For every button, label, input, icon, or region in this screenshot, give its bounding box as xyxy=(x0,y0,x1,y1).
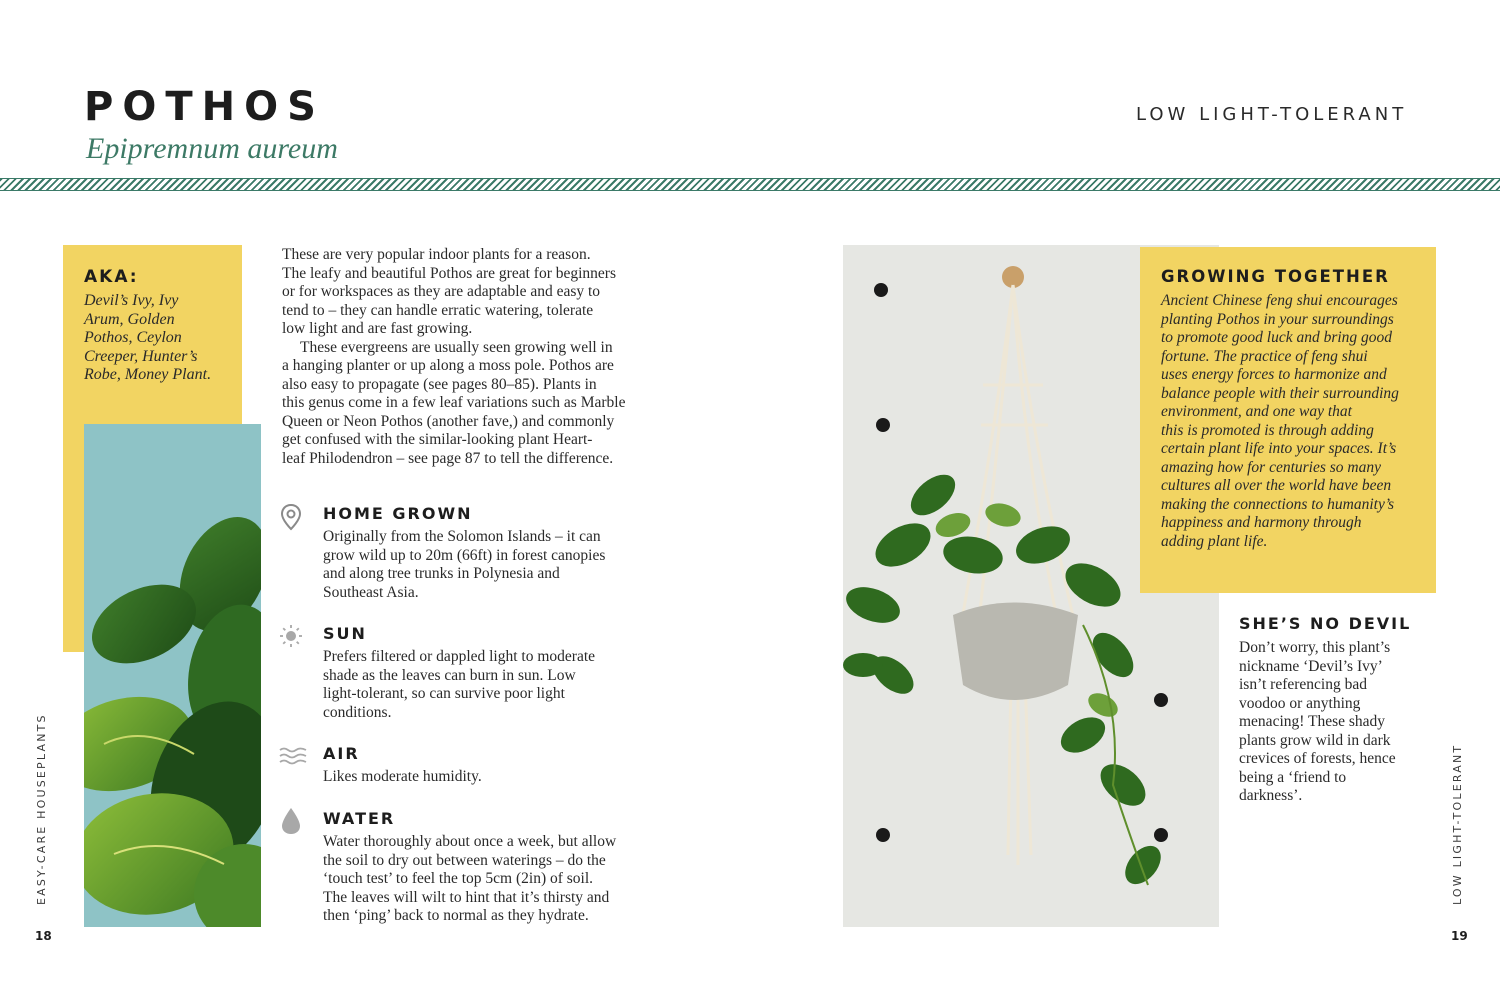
header-divider xyxy=(0,178,1500,191)
text-line: making the connections to humanity’s xyxy=(1161,495,1395,513)
aka-line: Pothos, Ceylon xyxy=(84,329,182,347)
aka-line: Creeper, Hunter’s xyxy=(84,347,198,365)
text-line: Queen or Neon Pothos (another fave,) and commonly xyxy=(282,412,615,430)
text-line: balance people with their surrounding xyxy=(1161,384,1399,402)
aka-title: AKA: xyxy=(84,267,139,287)
text-line: voodoo or anything xyxy=(1239,694,1361,712)
text-line: shade as the leaves can burn in sun. Low xyxy=(323,666,576,684)
text-line: tend to – they can handle erratic watering, tolerate xyxy=(282,301,594,319)
text-line: fortune. The practice of feng shui xyxy=(1161,347,1368,365)
text-line: the soil to dry out between waterings – do the xyxy=(323,851,606,869)
intro-text xyxy=(282,246,658,468)
text-line: nickname ‘Devil’s Ivy’ xyxy=(1239,657,1383,675)
text-line: get confused with the similar-looking plant Heart- xyxy=(282,431,593,448)
text-line: Ancient Chinese feng shui encourages xyxy=(1161,292,1398,309)
location-pin-icon xyxy=(279,503,303,531)
text-line: crevices of forests, hence xyxy=(1239,750,1396,767)
latin-name: Epipremnum aureum xyxy=(86,132,338,165)
water-text xyxy=(323,833,653,926)
text-line: this is promoted is through adding xyxy=(1161,421,1374,439)
growing-together-text xyxy=(1161,292,1421,551)
text-line: The leaves will wilt to hint that it’s thirsty and xyxy=(323,888,610,906)
text-line: isn’t referencing bad xyxy=(1239,676,1367,693)
text-line: These evergreens are usually seen growing well in xyxy=(300,338,613,356)
left-running-head: EASY-CARE HOUSEPLANTS xyxy=(35,713,48,905)
air-text xyxy=(323,768,643,787)
text-line: cultures all over the world have been xyxy=(1161,477,1392,494)
aka-names xyxy=(84,292,229,385)
text-line: darkness’. xyxy=(1239,787,1303,804)
page-title: POTHOS xyxy=(84,84,325,130)
text-line: Southeast Asia. xyxy=(323,583,419,601)
air-heading: AIR xyxy=(323,744,360,763)
text-line: The leafy and beautiful Pothos are great for beginners xyxy=(282,264,616,282)
text-line: ‘touch test’ to feel the top 5cm (2in) of soil. xyxy=(323,870,594,887)
text-line: low light and are fast growing. xyxy=(282,320,473,337)
text-line: adding plant life. xyxy=(1161,532,1268,550)
air-waves-icon xyxy=(279,742,303,770)
text-line: light-tolerant, so can survive poor light xyxy=(323,685,565,702)
sun-heading: SUN xyxy=(323,624,367,643)
text-line: These are very popular indoor plants for a reason. xyxy=(282,246,591,263)
text-line: then ‘ping’ back to normal as they hydrate. xyxy=(323,907,589,924)
text-line: Water thoroughly about once a week, but allow xyxy=(323,833,617,850)
text-line: also easy to propagate (see pages 80–85). Plants in xyxy=(282,375,597,393)
text-line: Prefers filtered or dappled light to moderate xyxy=(323,648,596,665)
water-heading: WATER xyxy=(323,809,396,828)
category-tag: LOW LIGHT-TOLERANT xyxy=(1136,104,1408,125)
intro-paragraph-2 xyxy=(282,339,658,469)
text-line: to promote good luck and bring good xyxy=(1161,329,1393,346)
text-line: amazing how for centuries so many xyxy=(1161,458,1382,476)
shes-no-devil-heading: SHE’S NO DEVIL xyxy=(1239,614,1412,633)
text-line: and along tree trunks in Polynesia and xyxy=(323,565,560,582)
sun-text xyxy=(323,648,643,722)
text-line: or for workspaces as they are adaptable and easy to xyxy=(282,283,601,300)
page-number-left: 18 xyxy=(35,929,52,943)
water-drop-icon xyxy=(279,806,303,834)
text-line: planting Pothos in your surroundings xyxy=(1161,310,1394,328)
text-line: certain plant life into your spaces. It’s xyxy=(1161,440,1397,457)
shes-no-devil-text xyxy=(1239,639,1429,806)
aka-line: Devil’s Ivy, Ivy xyxy=(84,292,179,309)
text-line: environment, and one way that xyxy=(1161,403,1352,420)
text-line: leaf Philodendron – see page 87 to tell the difference. xyxy=(282,449,614,467)
text-line: a hanging planter or up along a moss pole. Pothos are xyxy=(282,357,614,374)
text-line: conditions. xyxy=(323,703,392,721)
pothos-leaves-photo xyxy=(84,424,261,927)
page-number-right: 19 xyxy=(1451,929,1468,943)
text-line: Originally from the Solomon Islands – it can xyxy=(323,528,601,545)
text-line: Likes moderate humidity. xyxy=(323,768,482,785)
text-line: plants grow wild in dark xyxy=(1239,731,1391,749)
text-line: Don’t worry, this plant’s xyxy=(1239,639,1391,656)
home-grown-text xyxy=(323,528,643,602)
intro-paragraph-1 xyxy=(282,246,658,339)
aka-line: Robe, Money Plant. xyxy=(84,366,212,384)
sun-icon xyxy=(279,622,303,650)
home-grown-heading: HOME GROWN xyxy=(323,504,473,523)
text-line: this genus come in a few leaf variations such as Marble xyxy=(282,394,626,411)
aka-line: Arum, Golden xyxy=(84,310,175,328)
text-line: happiness and harmony through xyxy=(1161,514,1362,531)
text-line: menacing! These shady xyxy=(1239,713,1386,730)
text-line: grow wild up to 20m (66ft) in forest canopies xyxy=(323,546,606,564)
text-line: being a ‘friend to xyxy=(1239,768,1347,786)
text-line: uses energy forces to harmonize and xyxy=(1161,366,1387,383)
right-running-head: LOW LIGHT-TOLERANT xyxy=(1451,743,1464,905)
growing-together-heading: GROWING TOGETHER xyxy=(1161,267,1390,286)
